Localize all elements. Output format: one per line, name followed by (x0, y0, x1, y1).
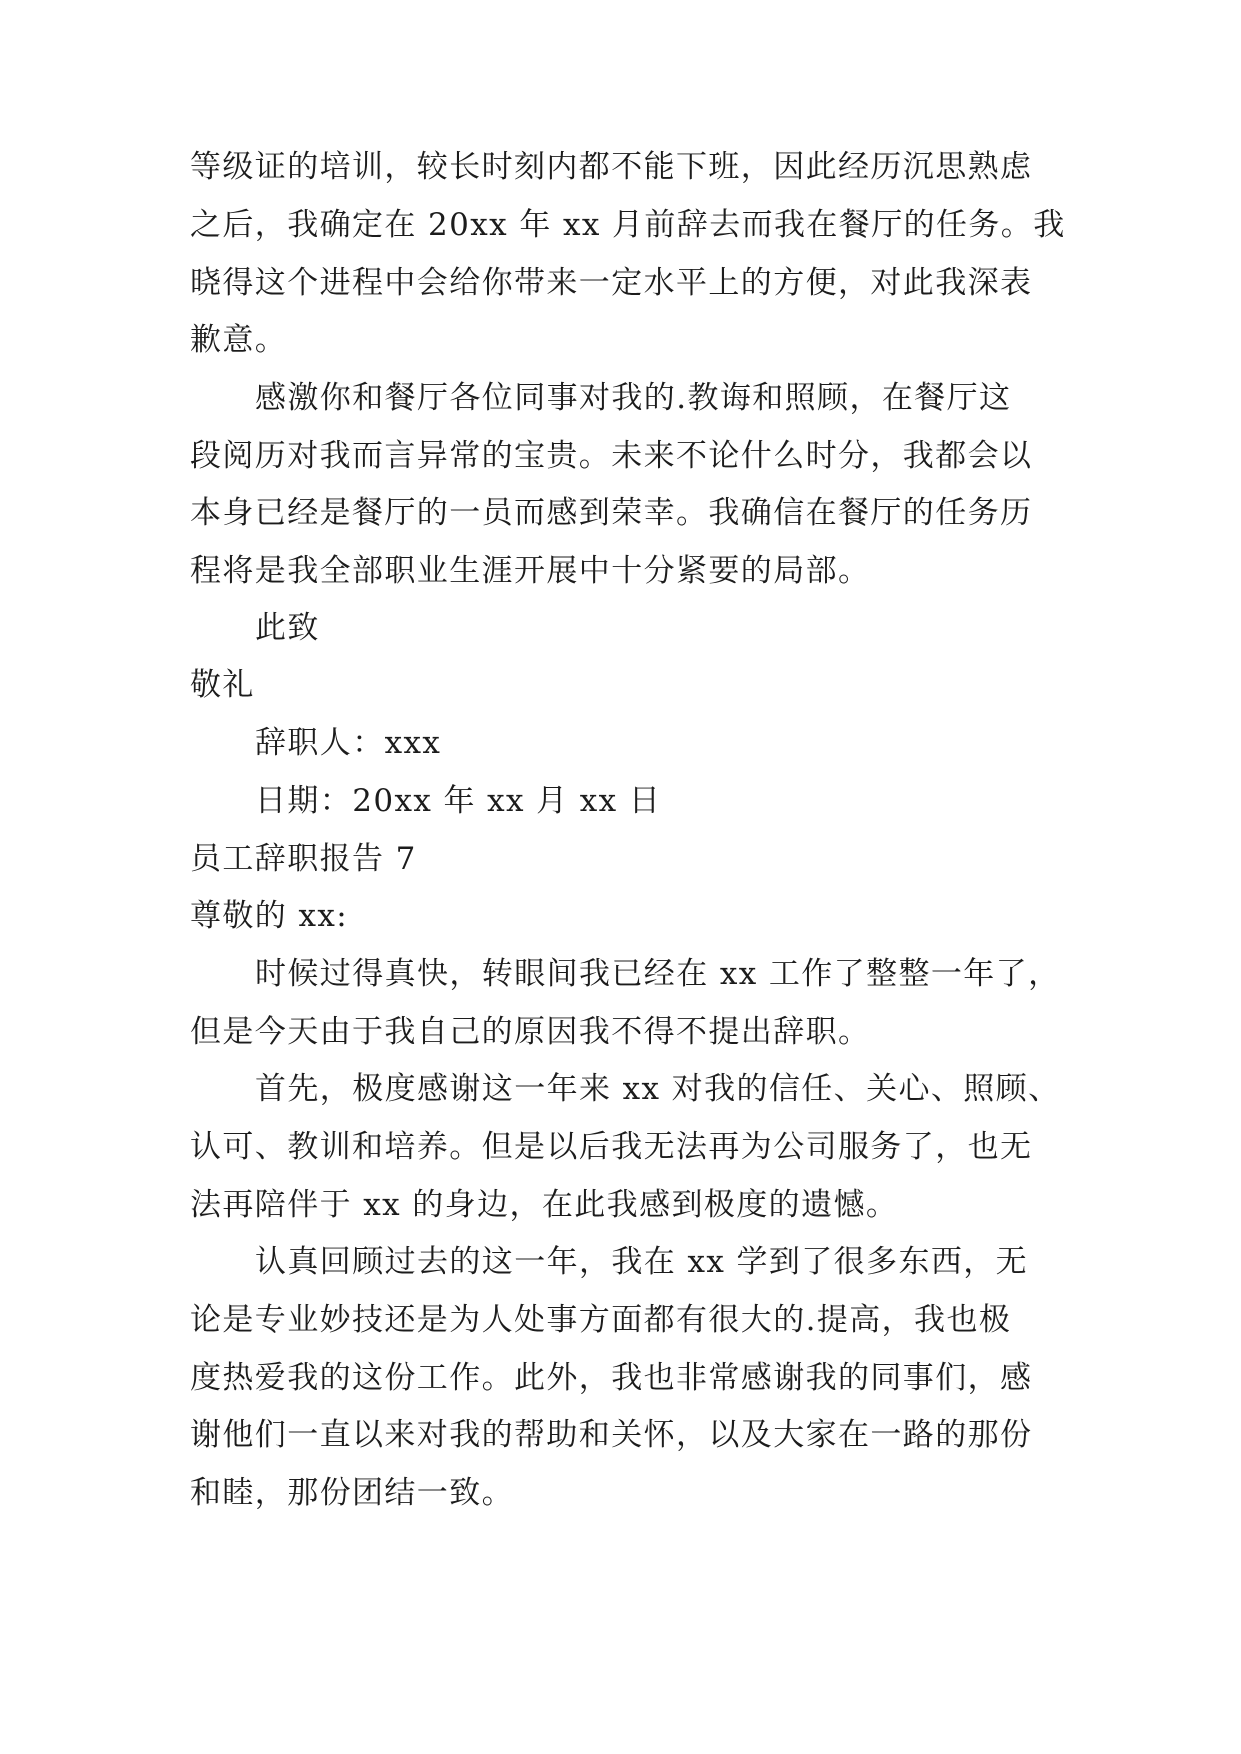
text-line: 认可、教训和培养。但是以后我无法再为公司服务了，也无 (190, 1129, 1033, 1165)
text-line: 本身已经是餐厅的一员而感到荣幸。我确信在餐厅的任务历 (190, 495, 1033, 531)
closing-salutation: 此致 (255, 610, 320, 646)
text-line: 等级证的培训，较长时刻内都不能下班，因此经历沉思熟虑 (190, 149, 1033, 185)
text-line: 论是专业妙技还是为人处事方面都有很大的.提高，我也极 (190, 1302, 1012, 1338)
text-line: 之后，我确定在 20xx 年 xx 月前辞去而我在餐厅的任务。我 (190, 207, 1066, 243)
text-line: 但是今天由于我自己的原因我不得不提出辞职。 (190, 1014, 871, 1050)
text-line: 段阅历对我而言异常的宝贵。未来不论什么时分，我都会以 (190, 438, 1033, 474)
text-line: 度热爱我的这份工作。此外，我也非常感谢我的同事们，感 (190, 1360, 1033, 1396)
section-heading: 员工辞职报告 7 (190, 841, 417, 877)
greeting: 尊敬的 xx: (190, 898, 349, 934)
text-line: 晓得这个进程中会给你带来一定水平上的方便，对此我深表 (190, 265, 1033, 301)
text-line: 程将是我全部职业生涯开展中十分紧要的局部。 (190, 553, 871, 589)
signature-name: 辞职人：xxx (255, 725, 442, 761)
signature-date: 日期：20xx 年 xx 月 xx 日 (255, 783, 662, 819)
text-line: 时候过得真快，转眼间我已经在 xx 工作了整整一年了， (255, 956, 1061, 992)
text-line: 认真回顾过去的这一年，我在 xx 学到了很多东西，无 (255, 1244, 1029, 1280)
text-line: 感激你和餐厅各位同事对我的.教诲和照顾，在餐厅这 (255, 380, 1012, 416)
closing-regards: 敬礼 (190, 667, 255, 703)
text-line: 法再陪伴于 xx 的身边，在此我感到极度的遗憾。 (190, 1187, 899, 1223)
text-line: 和睦，那份团结一致。 (190, 1475, 514, 1511)
text-line: 歉意。 (190, 322, 288, 358)
text-line: 首先，极度感谢这一年来 xx 对我的信任、关心、照顾、 (255, 1071, 1061, 1107)
text-line: 谢他们一直以来对我的帮助和关怀，以及大家在一路的那份 (190, 1417, 1033, 1453)
